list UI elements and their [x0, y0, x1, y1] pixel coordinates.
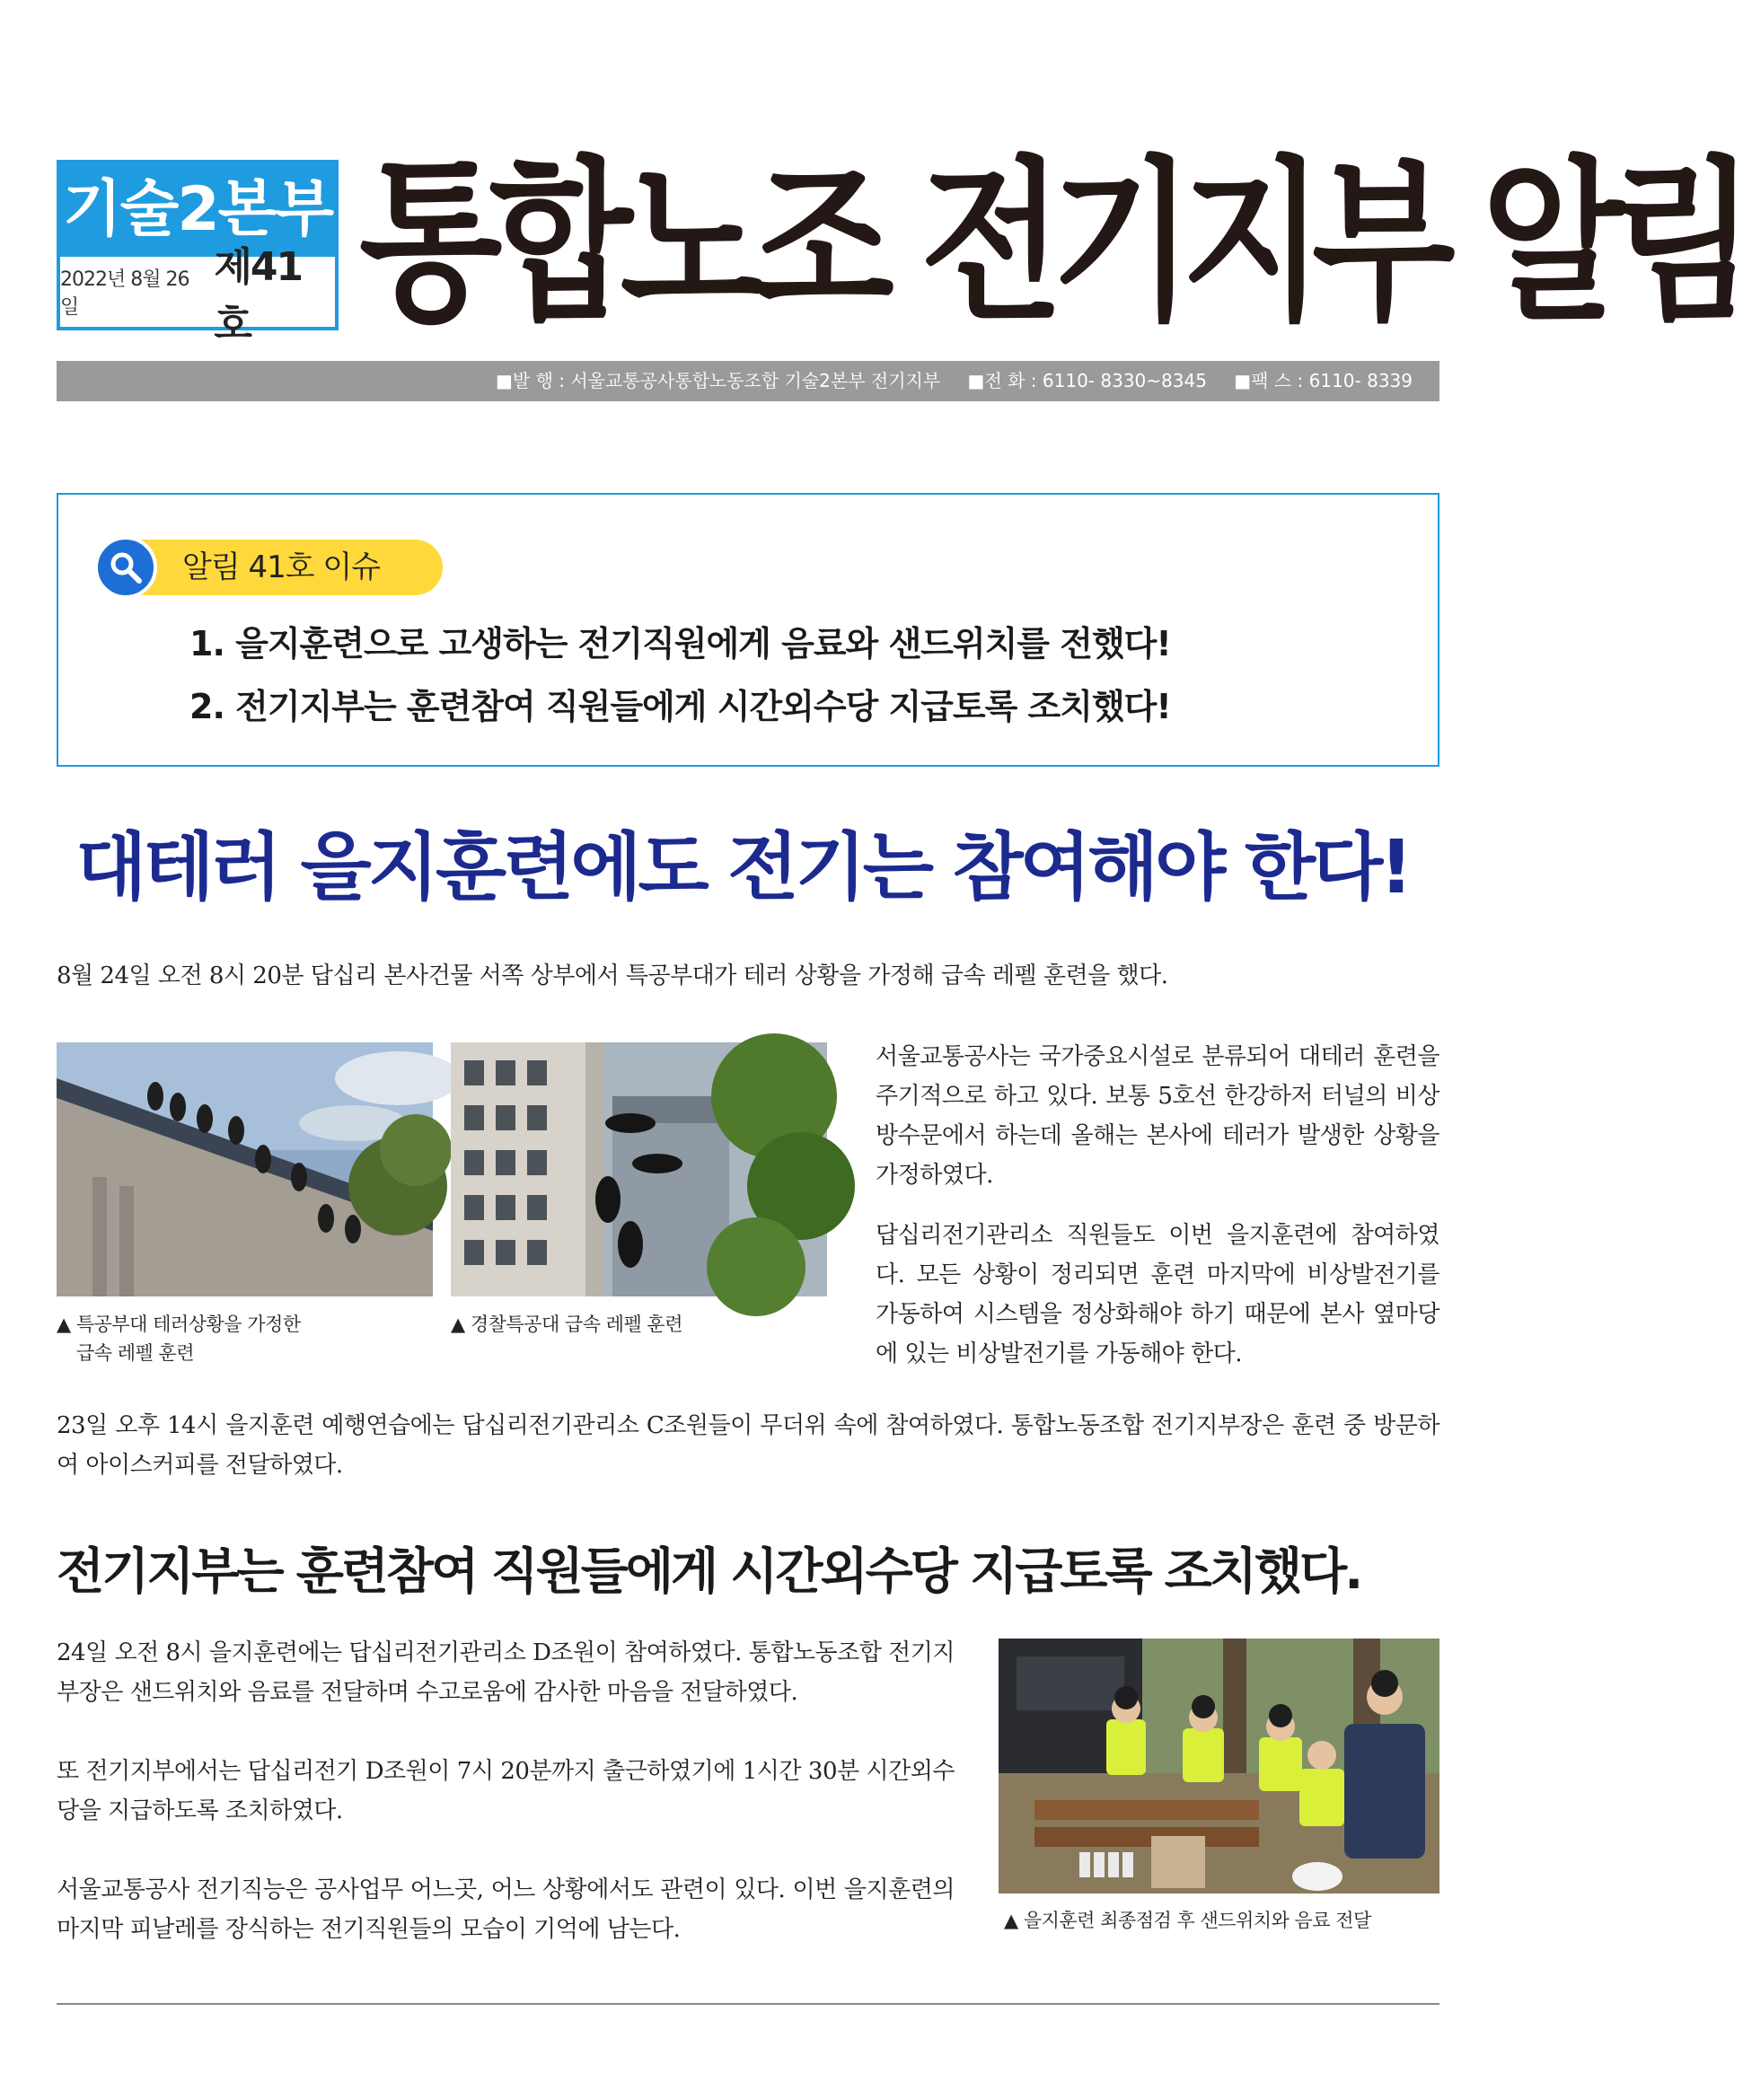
issue-item-1: 1. 을지훈련으로 고생하는 전기직원에게 음료와 샌드위치를 전했다!: [189, 624, 1171, 663]
sandwich-delivery-photo: [999, 1639, 1439, 1894]
issue-label: 알림 41호 이슈: [182, 549, 381, 585]
article2-paragraph2: 또 전기지부에서는 답십리전기 D조원이 7시 20분까지 출근하였기에 1시간 30분 시간외수당을 지급하도록 조치하였다.: [57, 1758, 955, 1824]
photo1-caption: [57, 1310, 434, 1367]
issue-date: 2022년 8월 26일: [60, 268, 189, 319]
department-badge: [57, 160, 339, 347]
article2-paragraph1: 24일 오전 8시 을지훈련에는 답십리전기관리소 D조원이 참여하였다. 통합노동조합 전기지부장은 샌드위치와 음료를 전달하며 수고로움에 감사한 마음을 전달하였다.: [57, 1639, 955, 1706]
masthead-title: 통합노조 전기지부 알림: [359, 140, 1743, 345]
photo2-caption: ▲ 경찰특공대 급속 레펠 훈련: [451, 1314, 682, 1335]
department-name: 기술2본부: [60, 163, 335, 257]
issue-item-2: 2. 전기지부는 훈련참여 직원들에게 시간외수당 지급토록 조치했다!: [189, 687, 1171, 726]
issue-number: 제41호: [214, 244, 303, 347]
issue-label-pill: [105, 540, 443, 595]
rappel-training-photo: [57, 1042, 433, 1296]
publisher-info-bar: [57, 361, 1439, 401]
article1-lead: 8월 24일 오전 8시 20분 답십리 본사건물 서쪽 상부에서 특공부대가 테러 상황을 가정해 급속 레펠 훈련을 했다.: [57, 962, 1168, 989]
fax-text: ■팩 스 : 6110- 8339: [1234, 370, 1413, 391]
search-icon: [94, 536, 157, 599]
article1-side-paragraph2: 답십리전기관리소 직원들도 이번 을지훈련에 참여하였다. 모든 상황이 정리되면 훈련 마지막에 비상발전기를 가동하여 시스템을 정상화해야 하기 때문에 본사 옆마당에 있는 비상발전기를 가동해야 한다.: [876, 1222, 1439, 1367]
publisher-text: ■발 행 : 서울교통공사통합노동조합 기술2본부 전기지부: [496, 370, 941, 391]
bottom-divider: [57, 2003, 1439, 2005]
issue-info: [60, 244, 335, 347]
issue-summary-box: [57, 493, 1439, 767]
police-rappel-photo: [451, 1042, 827, 1296]
article2-headline: 전기지부는 훈련참여 직원들에게 시간외수당 지급토록 조치했다.: [57, 1542, 1361, 1600]
article1-headline: 대테러 을지훈련에도 전기는 참여해야 한다!: [75, 825, 1410, 910]
photo1-caption-line2: 급속 레펠 훈련: [76, 1342, 195, 1364]
article1-closing-paragraph: 23일 오후 14시 을지훈련 예행연습에는 답십리전기관리소 C조원들이 무더위 속에 참여하였다. 통합노동조합 전기지부장은 훈련 중 방문하여 아이스커피를 전달하였다.: [57, 1412, 1440, 1479]
photo3-caption: ▲ 을지훈련 최종점검 후 샌드위치와 음료 전달: [1004, 1910, 1371, 1931]
article1-side-paragraph1: 서울교통공사는 국가중요시설로 분류되어 대테러 훈련을 주기적으로 하고 있다. 보통 5호선 한강하저 터널의 비상방수문에서 하는데 올해는 본사에 테러가 발생한 상황을 가정하였다.: [876, 1043, 1439, 1189]
article2-paragraph3: 서울교통공사 전기직능은 공사업무 어느곳, 어느 상황에서도 관련이 있다. 이번 을지훈련의 마지막 피날레를 장식하는 전기직원들의 모습이 기억에 남는다.: [57, 1876, 955, 1943]
photo1-caption-line1: ▲ 특공부대 테러상황을 가정한: [57, 1314, 301, 1335]
phone-text: ■전 화 : 6110- 8330~8345: [967, 370, 1207, 391]
